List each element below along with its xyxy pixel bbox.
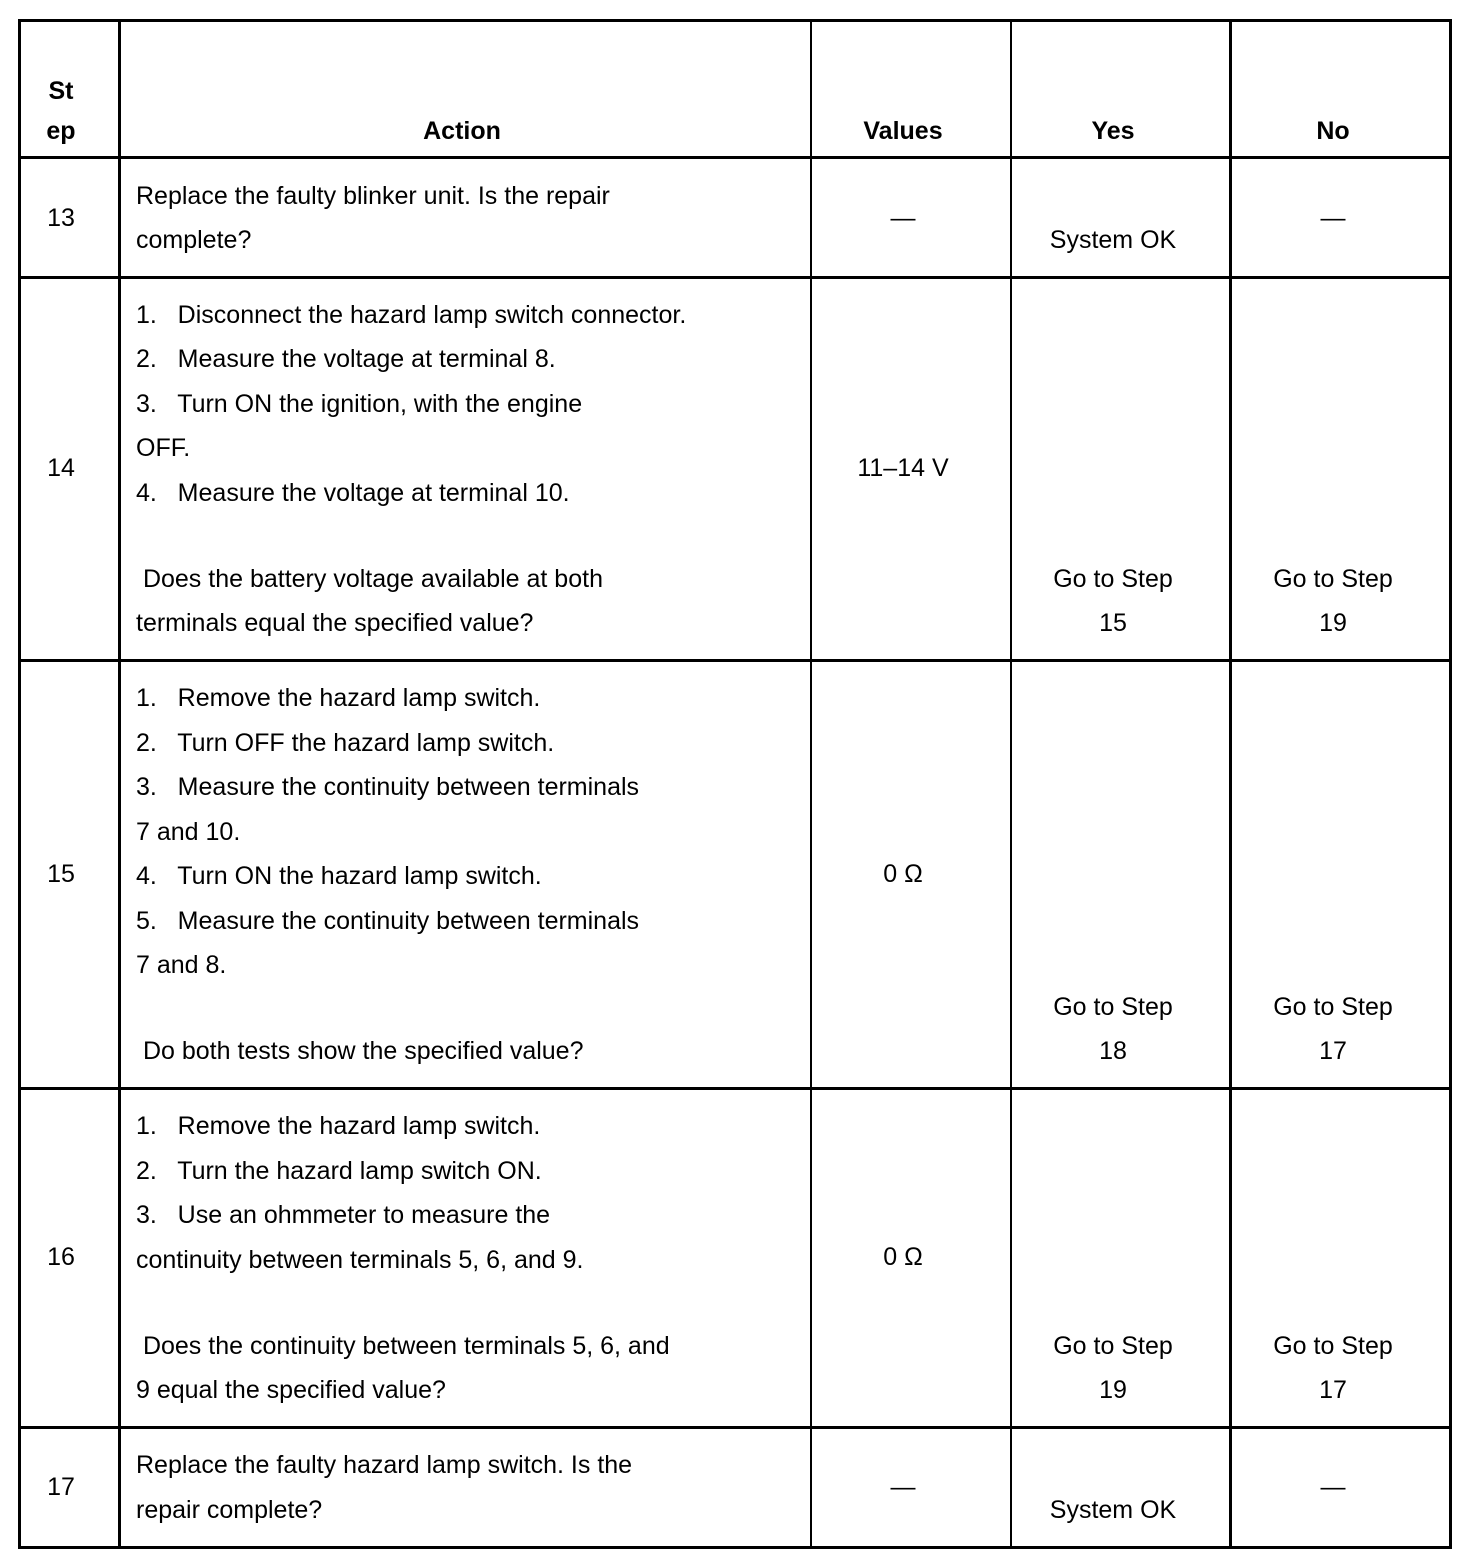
header-values: Values (863, 117, 943, 145)
row-17-no: — (1320, 1473, 1346, 1501)
row-15-action-line: 1. Remove the hazard lamp switch. (136, 684, 541, 712)
row-14-yes: 15 (1099, 609, 1127, 637)
row-13-no: — (1320, 204, 1346, 232)
row-14-action-line: 4. Measure the voltage at terminal 10. (136, 479, 570, 507)
row-16-yes: Go to Step (1053, 1332, 1173, 1360)
row-16-action-line: 9 equal the specified value? (136, 1376, 446, 1404)
row-15-no: 17 (1319, 1037, 1347, 1065)
row-14-value: 11–14 V (857, 454, 949, 482)
row-15-step: 15 (47, 860, 75, 888)
row-16-action-line: continuity between terminals 5, 6, and 9. (136, 1246, 584, 1274)
row-14-action-line: 2. Measure the voltage at terminal 8. (136, 345, 556, 373)
table-border-left (18, 19, 21, 1549)
table-border-top (18, 19, 1452, 22)
row-15-yes: Go to Step (1053, 993, 1173, 1021)
row-16-action-line: 1. Remove the hazard lamp switch. (136, 1112, 541, 1140)
row-16-action-line: 3. Use an ohmmeter to measure the (136, 1201, 551, 1229)
column-divider (810, 19, 812, 1549)
column-divider (118, 19, 121, 1549)
row-15-action-line: 7 and 8. (136, 951, 227, 979)
row-16-no: Go to Step (1273, 1332, 1393, 1360)
row-divider (18, 1087, 1452, 1090)
row-16-value: 0 Ω (883, 1243, 923, 1271)
row-15-action-line: 4. Turn ON the hazard lamp switch. (136, 862, 542, 890)
header-no: No (1316, 117, 1350, 145)
row-17-action-line: repair complete? (136, 1496, 323, 1524)
row-divider (18, 276, 1452, 279)
row-divider (18, 156, 1452, 159)
row-14-no: 19 (1319, 609, 1347, 637)
row-14-action-line: terminals equal the specified value? (136, 609, 534, 637)
table-border-right (1449, 19, 1452, 1549)
row-15-action-line: Do both tests show the specified value? (136, 1037, 584, 1065)
row-15-action-line: 3. Measure the continuity between terminals (136, 773, 640, 801)
header-step-line-1: St (48, 77, 74, 105)
row-14-action-line: Does the battery voltage available at both (136, 565, 603, 593)
row-13-step: 13 (47, 204, 75, 232)
row-14-yes: Go to Step (1053, 565, 1173, 593)
row-15-value: 0 Ω (883, 860, 923, 888)
row-16-action-line: Does the continuity between terminals 5, 6, and (136, 1332, 670, 1360)
row-17-step: 17 (47, 1473, 75, 1501)
row-16-step: 16 (47, 1243, 75, 1271)
header-step-line-2: ep (46, 117, 76, 145)
row-15-no: Go to Step (1273, 993, 1393, 1021)
row-15-action-line: 7 and 10. (136, 818, 241, 846)
row-17-action-line: Replace the faulty hazard lamp switch. Is the (136, 1451, 633, 1479)
row-16-no: 17 (1319, 1376, 1347, 1404)
row-14-action-line: 3. Turn ON the ignition, with the engine (136, 390, 583, 418)
header-action: Action (423, 117, 501, 145)
row-17-yes: System OK (1049, 1496, 1177, 1524)
table-border-bottom (18, 1546, 1452, 1549)
row-15-yes: 18 (1099, 1037, 1127, 1065)
row-14-action-line: 1. Disconnect the hazard lamp switch connector. (136, 301, 687, 329)
row-14-step: 14 (47, 454, 75, 482)
row-15-action-line: 5. Measure the continuity between terminals (136, 907, 640, 935)
row-13-action-line: complete? (136, 226, 252, 254)
row-17-value: — (890, 1473, 916, 1501)
row-15-action-line: 2. Turn OFF the hazard lamp switch. (136, 729, 555, 757)
row-13-action-line: Replace the faulty blinker unit. Is the repair (136, 182, 610, 210)
row-16-action-line: 2. Turn the hazard lamp switch ON. (136, 1157, 542, 1185)
row-divider (18, 659, 1452, 662)
column-divider (1229, 19, 1232, 1549)
row-16-yes: 19 (1099, 1376, 1127, 1404)
row-14-no: Go to Step (1273, 565, 1393, 593)
header-yes: Yes (1091, 117, 1135, 145)
row-14-action-line: OFF. (136, 434, 191, 462)
row-divider (18, 1426, 1452, 1429)
diagnostic-table (18, 19, 1452, 1549)
row-13-value: — (890, 204, 916, 232)
row-13-yes: System OK (1049, 226, 1177, 254)
